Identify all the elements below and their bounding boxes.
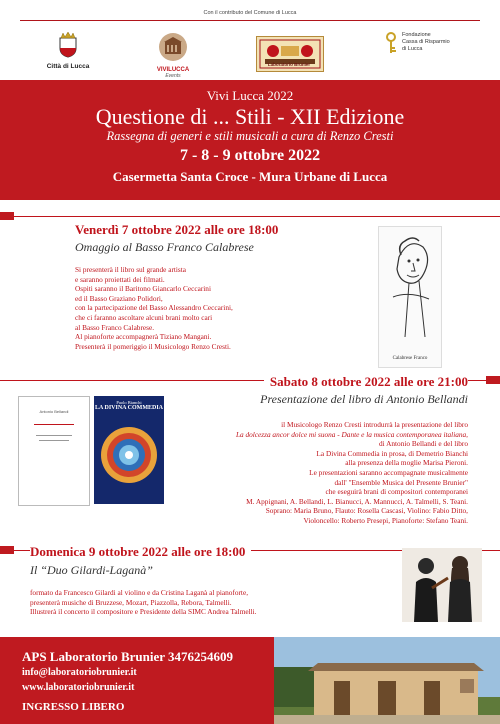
duo-photo-art <box>402 548 482 622</box>
event2-line: La dolcezza ancor dolce mi suona - Dante e la musica contemporanea italiana, <box>235 429 468 439</box>
event1-subtitle: Omaggio al Basso Franco Calabrese <box>75 240 254 254</box>
series-label: Vivi Lucca 2022 <box>206 88 294 103</box>
event1-title: Venerdì 7 ottobre 2022 alle ore 18:00 <box>75 222 279 237</box>
venue: Casermetta Santa Croce - Mura Urbane di Lucca <box>112 169 388 184</box>
event2-line: La Divina Commedia in prosa, di Demetrio Bianchi <box>316 448 468 458</box>
vivilucca-sub: Events <box>165 73 181 79</box>
coat-of-arms-icon <box>57 32 79 58</box>
event3-description <box>30 588 360 617</box>
event2-line: di Antonio Bellandi e del libro <box>379 439 468 449</box>
caricature-drawing <box>379 227 441 351</box>
event2-line: che eseguirà brani di compositori contemporanei <box>325 487 468 497</box>
event2-subtitle: Presentazione del libro di Antonio Bellandi <box>260 392 468 406</box>
fondazione-caption: Fondazione Cassa di Risparmio di Lucca <box>402 32 450 52</box>
event1-line: che ci faranno ascoltare alcuni brani molto cari <box>75 312 213 322</box>
book1-rule <box>36 435 72 436</box>
duo-photo <box>402 548 482 622</box>
event2-line: Soprano: Maria Bruno, Flauto: Rosella Cascasi, Violino: Fabio Ditto, <box>265 506 468 516</box>
event3-line: Illustrerà il concerto il compositore e Presidente della SIMC Andrea Talmelli. <box>30 607 257 617</box>
event3-line: formato da Francesco Gilardi al violino e da Cristina Laganà al pianoforte, <box>30 588 249 597</box>
event3-line: presenterà musiche di Bruzzese, Mozart, Piazzolla, Rebora, Talmelli. <box>30 597 232 607</box>
title-banner <box>0 80 500 200</box>
book1-rule <box>34 424 74 425</box>
event1-line: Al pianoforte accompagnerà Tiziano Mangani. <box>75 332 212 342</box>
event3-title: Domenica 9 ottobre 2022 alle ore 18:00 <box>30 544 251 560</box>
footer-org: APS Laboratorio Brunier 3476254609 <box>22 649 234 664</box>
event2-line: alla presenza della moglie Marisa Pieroni. <box>345 458 468 468</box>
event2-marker <box>486 376 500 384</box>
contribution-note: Con il contributo del Comune di Lucca <box>203 10 297 16</box>
event1-line: Si presenterà il libro sul grande artista <box>75 265 187 274</box>
top-rule <box>20 20 480 21</box>
book-cover-1 <box>18 396 90 506</box>
footer-website[interactable]: www.laboratoriobrunier.it <box>22 682 135 693</box>
page-subtitle: Rassegna di generi e stili musicali a cura di Renzo Cresti <box>106 129 394 143</box>
vivilucca-caption: VIVILUCCA <box>156 67 190 73</box>
event3-subtitle: Il “Duo Gilardi-Laganà” <box>30 563 153 577</box>
event1-rule <box>0 216 500 217</box>
caricature-caption: Calabrese Franco <box>392 356 428 361</box>
event1-description <box>75 265 315 351</box>
book1-rule <box>39 440 69 441</box>
event1-line: Ospiti saranno il Baritono Giancarlo Ceccarini <box>75 284 211 294</box>
event2-line: Violoncello: Roberto Presepi, Pianoforte: Stefano Teani. <box>303 515 468 525</box>
page-title: Questione di ... Stili - XII Edizione <box>95 104 405 129</box>
venue-photo <box>274 637 500 724</box>
book2-author: Paolo Bianchi <box>116 400 142 405</box>
event2-line: il Musicologo Renzo Cresti introdurrà la presentazione del libro <box>281 420 468 429</box>
event2-line: dall' "Ensemble Musica del Presente Brunier" <box>334 477 468 487</box>
event1-line: al Basso Franco Calabrese. <box>75 322 155 332</box>
event1-line: Presenterà il pomeriggio il Musicologo Renzo Cresti. <box>75 341 231 351</box>
book2-title: LA DIVINA COMMEDIA <box>94 405 163 411</box>
book1-author: Antonio Bellandi <box>39 409 69 414</box>
event2-line: M. Appignani, A. Bellandi, L. Bianucci, A. Mannucci, A. Talmelli, S. Teani. <box>246 496 468 506</box>
event1-line: con la partecipazione del Basso Alessandro Ceccarini, <box>75 303 233 313</box>
event2-title: Sabato 8 ottobre 2022 alle ore 21:00 <box>264 374 468 390</box>
caricature-image <box>378 226 442 368</box>
vivilucca-emblem-icon <box>158 32 188 62</box>
footer-entry: INGRESSO LIBERO <box>22 701 125 713</box>
citta-lucca-caption: Città di Lucca <box>46 63 90 70</box>
brunier-caption: Laboratorio Brunier <box>267 62 311 67</box>
footer-email[interactable]: info@laboratoriobrunier.it <box>22 667 137 678</box>
festival-dates: 7 - 8 - 9 ottobre 2022 <box>179 147 321 164</box>
event3-marker <box>0 546 14 554</box>
event1-line: e saranno proiettati dei filmati. <box>75 274 165 284</box>
fondazione-key-icon <box>384 32 398 54</box>
logo-vivilucca <box>148 32 198 79</box>
logo-fondazione <box>384 32 474 54</box>
event1-marker <box>0 212 14 220</box>
footer <box>0 637 500 724</box>
event2-description <box>148 420 468 526</box>
logo-citta-lucca <box>38 32 98 70</box>
venue-photo-art <box>274 637 500 724</box>
event2-line: Le presentazioni saranno accompagnate musicalmente <box>309 467 468 477</box>
event1-line: ed il Basso Graziano Polidori, <box>75 293 163 303</box>
